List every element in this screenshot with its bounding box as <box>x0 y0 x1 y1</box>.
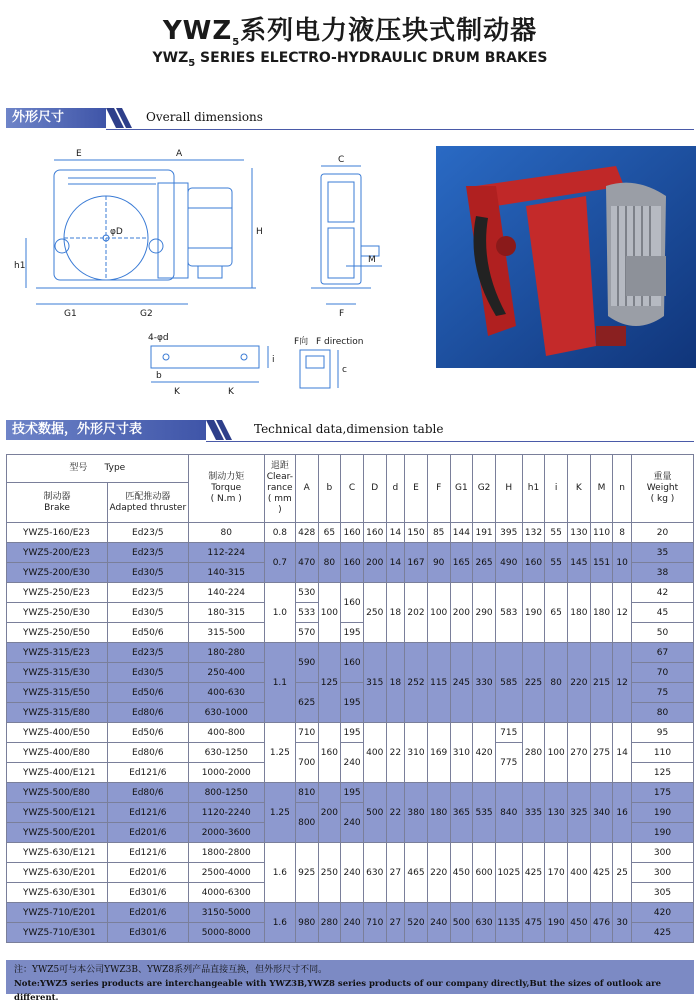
cell-D: 160 <box>363 523 386 543</box>
header-K: K <box>568 455 591 523</box>
slash-decoration-icon-2 <box>206 420 240 440</box>
cell-E: 167 <box>405 543 428 583</box>
cell-thruster: Ed121/6 <box>108 843 188 863</box>
table-row <box>7 523 694 543</box>
table-row <box>7 643 694 663</box>
cell-M: 476 <box>590 903 613 943</box>
page-subtitle <box>0 50 700 69</box>
label-i: i <box>272 355 275 365</box>
cell-K: 180 <box>568 583 591 643</box>
cell-H: 715 <box>495 723 522 743</box>
cell-G1: 144 <box>450 523 473 543</box>
cell-E: 310 <box>405 723 428 783</box>
header-type: 型号 Type <box>7 455 189 483</box>
cell-b: 100 <box>318 583 341 643</box>
cell-G1: 165 <box>450 543 473 583</box>
cell-torque: 140-224 <box>188 583 264 603</box>
cell-A: 810 <box>295 783 318 803</box>
cell-torque: 3150-5000 <box>188 903 264 923</box>
cell-C: 240 <box>341 903 364 943</box>
cell-weight: 80 <box>631 703 693 723</box>
cell-M: 340 <box>590 783 613 843</box>
cell-A: 925 <box>295 843 318 903</box>
cell-C: 195 <box>341 783 364 803</box>
cell-i: 55 <box>545 523 568 543</box>
cell-clearance: 1.1 <box>264 643 295 723</box>
header-n: n <box>613 455 632 523</box>
cell-torque: 80 <box>188 523 264 543</box>
cell-G2: 265 <box>473 543 496 583</box>
cell-C: 240 <box>341 843 364 903</box>
cell-F: 85 <box>427 523 450 543</box>
cell-weight: 305 <box>631 883 693 903</box>
spec-table <box>6 454 694 943</box>
cell-torque: 4000-6300 <box>188 883 264 903</box>
table-row <box>7 903 694 923</box>
cell-weight: 420 <box>631 903 693 923</box>
cell-A: 530 <box>295 583 318 603</box>
cell-weight: 45 <box>631 603 693 623</box>
cell-brake: YWZ5-250/E23 <box>7 583 108 603</box>
label-G2: G2 <box>140 309 153 319</box>
footnote <box>6 960 694 1003</box>
cell-G2: 535 <box>473 783 496 843</box>
cell-C: 240 <box>341 743 364 783</box>
cell-h1: 335 <box>522 783 545 843</box>
cell-D: 630 <box>363 843 386 903</box>
base-plate <box>151 346 259 368</box>
cell-thruster: Ed50/6 <box>108 623 188 643</box>
section-divider <box>106 129 694 130</box>
cell-K: 400 <box>568 843 591 903</box>
cell-torque: 400-800 <box>188 723 264 743</box>
cell-C: 160 <box>341 643 364 683</box>
cell-n: 25 <box>613 843 632 903</box>
label-fdir-cn: F向 <box>294 337 309 347</box>
cell-brake: YWZ5-315/E50 <box>7 683 108 703</box>
cell-torque: 800-1250 <box>188 783 264 803</box>
cell-brake: YWZ5-500/E121 <box>7 803 108 823</box>
cell-weight: 95 <box>631 723 693 743</box>
cell-thruster: Ed301/6 <box>108 883 188 903</box>
cell-thruster: Ed23/5 <box>108 543 188 563</box>
header-F: F <box>427 455 450 523</box>
cell-thruster: Ed30/5 <box>108 603 188 623</box>
cell-A: 570 <box>295 623 318 643</box>
cell-M: 215 <box>590 643 613 723</box>
cell-i: 65 <box>545 583 568 643</box>
cell-brake: YWZ5-500/E201 <box>7 823 108 843</box>
cell-torque: 1000-2000 <box>188 763 264 783</box>
table-row <box>7 783 694 803</box>
section-title-en: Overall dimensions <box>146 110 263 124</box>
label-D: φD <box>110 227 123 237</box>
cell-n: 12 <box>613 583 632 643</box>
cell-K: 450 <box>568 903 591 943</box>
header-i: i <box>545 455 568 523</box>
title-en-suffix: SERIES ELECTRO-HYDRAULIC DRUM BRAKES <box>195 50 548 66</box>
label-K-2: K <box>228 387 234 397</box>
cell-C: 160 <box>341 543 364 583</box>
table-row <box>7 843 694 863</box>
cell-G1: 450 <box>450 843 473 903</box>
cell-H: 583 <box>495 583 522 643</box>
cell-thruster: Ed121/6 <box>108 803 188 823</box>
label-4-d: 4-φd <box>148 333 169 343</box>
cell-F: 180 <box>427 783 450 843</box>
cell-E: 150 <box>405 523 428 543</box>
cell-weight: 300 <box>631 843 693 863</box>
cell-d: 22 <box>386 723 405 783</box>
cell-i: 170 <box>545 843 568 903</box>
label-M: M <box>368 255 376 265</box>
cell-brake: YWZ5-315/E30 <box>7 663 108 683</box>
cell-brake: YWZ5-400/E121 <box>7 763 108 783</box>
cell-brake: YWZ5-315/E23 <box>7 643 108 663</box>
cell-weight: 110 <box>631 743 693 763</box>
label-K-1: K <box>174 387 180 397</box>
title-en-prefix: YWZ <box>152 50 189 66</box>
cell-torque: 2000-3600 <box>188 823 264 843</box>
cell-h1: 160 <box>522 543 545 583</box>
cell-weight: 175 <box>631 783 693 803</box>
cell-b: 160 <box>318 723 341 783</box>
cell-weight: 50 <box>631 623 693 643</box>
front-view-thruster <box>188 188 232 266</box>
cell-M: 110 <box>590 523 613 543</box>
label-G1: G1 <box>64 309 77 319</box>
cell-weight: 38 <box>631 563 693 583</box>
cell-brake: YWZ5-160/E23 <box>7 523 108 543</box>
cell-clearance: 0.7 <box>264 543 295 583</box>
cell-h1: 425 <box>522 843 545 903</box>
cell-brake: YWZ5-630/E201 <box>7 863 108 883</box>
cell-brake: YWZ5-200/E23 <box>7 543 108 563</box>
cell-H: 490 <box>495 543 522 583</box>
cell-weight: 75 <box>631 683 693 703</box>
title-cn-prefix: YWZ <box>162 16 233 46</box>
cell-F: 220 <box>427 843 450 903</box>
cell-G1: 365 <box>450 783 473 843</box>
cell-torque: 315-500 <box>188 623 264 643</box>
cell-weight: 300 <box>631 863 693 883</box>
cell-d: 27 <box>386 903 405 943</box>
cell-thruster: Ed80/6 <box>108 743 188 763</box>
cell-F: 90 <box>427 543 450 583</box>
cell-d: 18 <box>386 643 405 723</box>
cell-M: 151 <box>590 543 613 583</box>
label-H: H <box>256 227 263 237</box>
label-C: C <box>338 155 345 165</box>
cell-n: 16 <box>613 783 632 843</box>
cell-brake: YWZ5-250/E50 <box>7 623 108 643</box>
cell-D: 315 <box>363 643 386 723</box>
cell-H: 585 <box>495 643 522 723</box>
label-E: E <box>76 149 82 159</box>
cell-K: 270 <box>568 723 591 783</box>
cell-weight: 42 <box>631 583 693 603</box>
cell-A: 590 <box>295 643 318 683</box>
cell-n: 12 <box>613 643 632 723</box>
cell-torque: 630-1250 <box>188 743 264 763</box>
cell-clearance: 1.6 <box>264 843 295 903</box>
cell-A: 710 <box>295 723 318 743</box>
footnote-cn: 注：YWZ5可与本公司YWZ3B、YWZ8系列产品直接互换，但外形尺寸不同。 <box>14 965 328 975</box>
front-view-arm <box>158 183 188 278</box>
header-M: M <box>590 455 613 523</box>
cell-E: 252 <box>405 643 428 723</box>
section-divider-2 <box>206 441 694 442</box>
cell-F: 240 <box>427 903 450 943</box>
cell-clearance: 1.25 <box>264 723 295 783</box>
cell-D: 500 <box>363 783 386 843</box>
cell-brake: YWZ5-400/E80 <box>7 743 108 763</box>
header-G2: G2 <box>473 455 496 523</box>
label-A: A <box>176 149 183 159</box>
cell-brake: YWZ5-200/E30 <box>7 563 108 583</box>
cell-torque: 112-224 <box>188 543 264 563</box>
cell-G2: 630 <box>473 903 496 943</box>
cell-weight: 425 <box>631 923 693 943</box>
header-brake: 制动器 Brake <box>7 483 108 523</box>
cell-i: 55 <box>545 543 568 583</box>
cell-d: 14 <box>386 543 405 583</box>
cell-thruster: Ed50/6 <box>108 683 188 703</box>
title-cn-sub: 5 <box>232 37 241 49</box>
cell-torque: 180-280 <box>188 643 264 663</box>
cell-E: 202 <box>405 583 428 643</box>
cell-n: 8 <box>613 523 632 543</box>
cell-weight: 190 <box>631 803 693 823</box>
cell-A: 470 <box>295 543 318 583</box>
table-row <box>7 723 694 743</box>
cell-i: 100 <box>545 723 568 783</box>
cell-torque: 180-315 <box>188 603 264 623</box>
cell-torque: 2500-4000 <box>188 863 264 883</box>
header-clearance: 退距 Clear-rance ( mm ) <box>264 455 295 523</box>
cell-K: 130 <box>568 523 591 543</box>
cell-h1: 225 <box>522 643 545 723</box>
header-d: d <box>386 455 405 523</box>
cell-M: 425 <box>590 843 613 903</box>
cell-h1: 475 <box>522 903 545 943</box>
cell-K: 145 <box>568 543 591 583</box>
cell-brake: YWZ5-710/E301 <box>7 923 108 943</box>
label-h1: h1 <box>14 261 26 271</box>
cell-M: 275 <box>590 723 613 783</box>
cell-torque: 1120-2240 <box>188 803 264 823</box>
cell-G2: 420 <box>473 723 496 783</box>
cell-n: 30 <box>613 903 632 943</box>
cell-h1: 280 <box>522 723 545 783</box>
side-view-frame <box>321 174 361 284</box>
cell-F: 100 <box>427 583 450 643</box>
cell-thruster: Ed23/5 <box>108 643 188 663</box>
cell-weight: 190 <box>631 823 693 843</box>
title-en-sub: 5 <box>188 57 196 69</box>
cell-b: 250 <box>318 843 341 903</box>
cell-G2: 600 <box>473 843 496 903</box>
cell-clearance: 0.8 <box>264 523 295 543</box>
cell-G2: 290 <box>473 583 496 643</box>
cell-K: 220 <box>568 643 591 723</box>
cell-A: 980 <box>295 903 318 943</box>
cell-C: 160 <box>341 583 364 623</box>
cell-thruster: Ed80/6 <box>108 783 188 803</box>
cell-torque: 1800-2800 <box>188 843 264 863</box>
cell-A: 800 <box>295 803 318 843</box>
cell-G1: 200 <box>450 583 473 643</box>
cell-D: 250 <box>363 583 386 643</box>
cell-G1: 245 <box>450 643 473 723</box>
cell-C: 160 <box>341 523 364 543</box>
cell-brake: YWZ5-710/E201 <box>7 903 108 923</box>
cell-D: 200 <box>363 543 386 583</box>
cell-thruster: Ed201/6 <box>108 863 188 883</box>
cell-d: 22 <box>386 783 405 843</box>
cell-b: 125 <box>318 643 341 723</box>
cell-H: 840 <box>495 783 522 843</box>
header-torque: 制动力矩 Torque ( N.m ) <box>188 455 264 523</box>
cell-torque: 140-315 <box>188 563 264 583</box>
header-G1: G1 <box>450 455 473 523</box>
cell-thruster: Ed80/6 <box>108 703 188 723</box>
cell-h1: 132 <box>522 523 545 543</box>
label-F: F <box>339 309 345 319</box>
header-D: D <box>363 455 386 523</box>
cell-brake: YWZ5-500/E80 <box>7 783 108 803</box>
header-thruster: 匹配推动器 Adapted thruster <box>108 483 188 523</box>
header-E: E <box>405 455 428 523</box>
cell-clearance: 1.25 <box>264 783 295 843</box>
drum-brake-image <box>436 146 696 368</box>
cell-brake: YWZ5-630/E121 <box>7 843 108 863</box>
header-b: b <box>318 455 341 523</box>
cell-H: 1135 <box>495 903 522 943</box>
cell-thruster: Ed23/5 <box>108 583 188 603</box>
cell-i: 190 <box>545 903 568 943</box>
section-header-technical <box>6 420 694 442</box>
cell-K: 325 <box>568 783 591 843</box>
section-tag-cn: 外形尺寸 <box>6 108 106 128</box>
title-cn-suffix: 系列电力液压块式制动器 <box>240 16 538 46</box>
cell-brake: YWZ5-400/E50 <box>7 723 108 743</box>
header-weight: 重量 Weight ( kg ) <box>631 455 693 523</box>
cell-E: 380 <box>405 783 428 843</box>
cell-G2: 330 <box>473 643 496 723</box>
slash-decoration-icon <box>106 108 140 128</box>
cell-H: 775 <box>495 743 522 783</box>
cell-h1: 190 <box>522 583 545 643</box>
cell-C: 195 <box>341 683 364 723</box>
cell-clearance: 1.6 <box>264 903 295 943</box>
cell-d: 14 <box>386 523 405 543</box>
cell-i: 130 <box>545 783 568 843</box>
cell-torque: 630-1000 <box>188 703 264 723</box>
cell-A: 533 <box>295 603 318 623</box>
header-h1: h1 <box>522 455 545 523</box>
cell-C: 195 <box>341 623 364 643</box>
cell-G1: 310 <box>450 723 473 783</box>
cell-torque: 5000-8000 <box>188 923 264 943</box>
cell-thruster: Ed23/5 <box>108 523 188 543</box>
cell-H: 395 <box>495 523 522 543</box>
header-H: H <box>495 455 522 523</box>
cell-D: 710 <box>363 903 386 943</box>
cell-n: 10 <box>613 543 632 583</box>
label-fdir-en: F direction <box>316 337 364 347</box>
cell-b: 80 <box>318 543 341 583</box>
cell-A: 700 <box>295 743 318 783</box>
footnote-en: Note:YWZ5 series products are interchangeable with YWZ3B,YWZ8 series products of our company directly,But the sizes of outlook are different. <box>14 979 662 1003</box>
cell-thruster: Ed50/6 <box>108 723 188 743</box>
cell-C: 240 <box>341 803 364 843</box>
cell-D: 400 <box>363 723 386 783</box>
cell-weight: 35 <box>631 543 693 563</box>
cell-weight: 67 <box>631 643 693 663</box>
section-tag-cn-2: 技术数据，外形尺寸表 <box>6 420 206 440</box>
product-photo <box>436 146 696 368</box>
cell-brake: YWZ5-315/E80 <box>7 703 108 723</box>
table-row <box>7 543 694 563</box>
cell-weight: 20 <box>631 523 693 543</box>
label-b: b <box>156 371 162 381</box>
cell-G1: 500 <box>450 903 473 943</box>
cell-H: 1025 <box>495 843 522 903</box>
cell-torque: 400-630 <box>188 683 264 703</box>
section-header-dimensions <box>6 108 694 130</box>
cell-E: 465 <box>405 843 428 903</box>
cell-weight: 125 <box>631 763 693 783</box>
header-A: A <box>295 455 318 523</box>
cell-A: 625 <box>295 683 318 723</box>
table-row <box>7 583 694 603</box>
cell-d: 18 <box>386 583 405 643</box>
cell-clearance: 1.0 <box>264 583 295 643</box>
cell-d: 27 <box>386 843 405 903</box>
page-title <box>0 10 700 48</box>
cell-E: 520 <box>405 903 428 943</box>
cell-thruster: Ed121/6 <box>108 763 188 783</box>
section-title-en-2: Technical data,dimension table <box>254 422 444 436</box>
cell-weight: 70 <box>631 663 693 683</box>
technical-drawing <box>6 138 426 408</box>
cell-thruster: Ed201/6 <box>108 903 188 923</box>
cell-i: 80 <box>545 643 568 723</box>
cell-brake: YWZ5-250/E30 <box>7 603 108 623</box>
label-c: c <box>342 365 347 375</box>
cell-A: 428 <box>295 523 318 543</box>
cell-thruster: Ed301/6 <box>108 923 188 943</box>
cell-M: 180 <box>590 583 613 643</box>
cell-C: 195 <box>341 723 364 743</box>
cell-thruster: Ed30/5 <box>108 563 188 583</box>
header-C: C <box>341 455 364 523</box>
cell-b: 200 <box>318 783 341 843</box>
cell-thruster: Ed30/5 <box>108 663 188 683</box>
cell-b: 280 <box>318 903 341 943</box>
cell-thruster: Ed201/6 <box>108 823 188 843</box>
cell-b: 65 <box>318 523 341 543</box>
cell-G2: 191 <box>473 523 496 543</box>
cell-n: 14 <box>613 723 632 783</box>
cell-torque: 250-400 <box>188 663 264 683</box>
cell-F: 169 <box>427 723 450 783</box>
cell-F: 115 <box>427 643 450 723</box>
cell-brake: YWZ5-630/E301 <box>7 883 108 903</box>
